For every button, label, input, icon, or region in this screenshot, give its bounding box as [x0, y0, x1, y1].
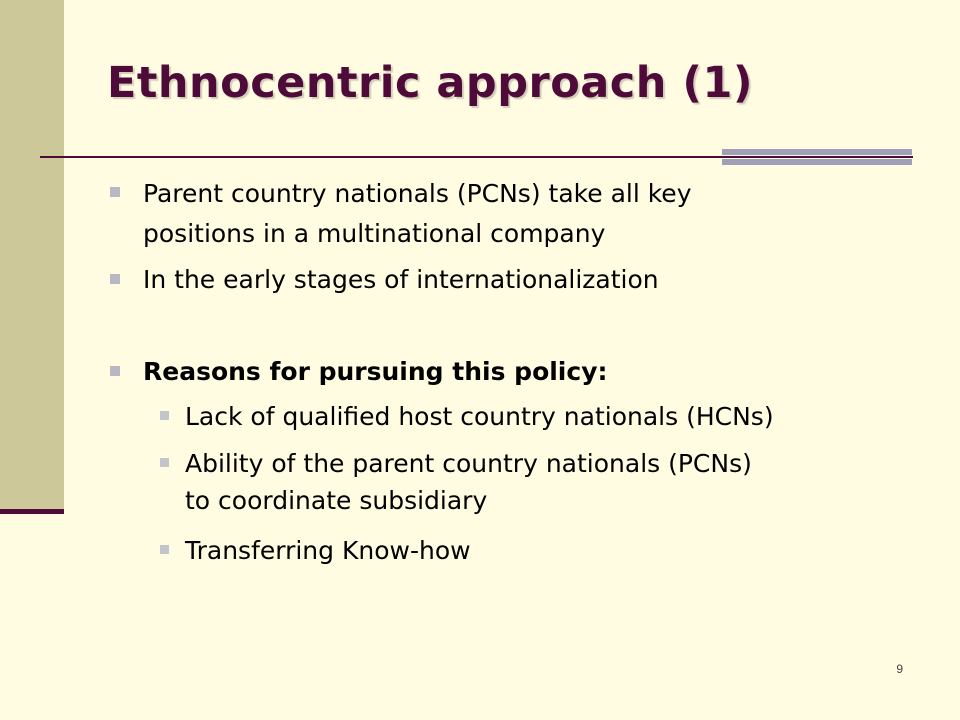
sub-bullet-text-line: to coordinate subsidiary	[185, 486, 488, 515]
slide-title: Ethnocentric approach (1)	[107, 58, 754, 108]
square-bullet-icon	[110, 187, 120, 197]
page-number: 9	[896, 662, 903, 676]
sub-bullet-text-line: Ability of the parent country nationals (PCNs)	[185, 449, 752, 478]
square-sub-bullet-icon	[160, 411, 169, 420]
square-sub-bullet-icon	[160, 458, 169, 467]
bullet-text-line: positions in a multinational company	[143, 219, 606, 248]
square-bullet-icon	[110, 366, 120, 376]
bullet-text-line: Parent country nationals (PCNs) take all key	[143, 179, 692, 208]
sub-bullet-text: Transferring Know-how	[185, 536, 471, 565]
bullet-text-bold: Reasons for pursuing this policy:	[143, 357, 608, 386]
sub-bullet-text: Lack of qualified host country nationals (HCNs)	[185, 402, 774, 431]
bullet-text: In the early stages of internationalization	[143, 265, 659, 294]
square-sub-bullet-icon	[160, 545, 169, 554]
square-bullet-icon	[110, 274, 120, 284]
